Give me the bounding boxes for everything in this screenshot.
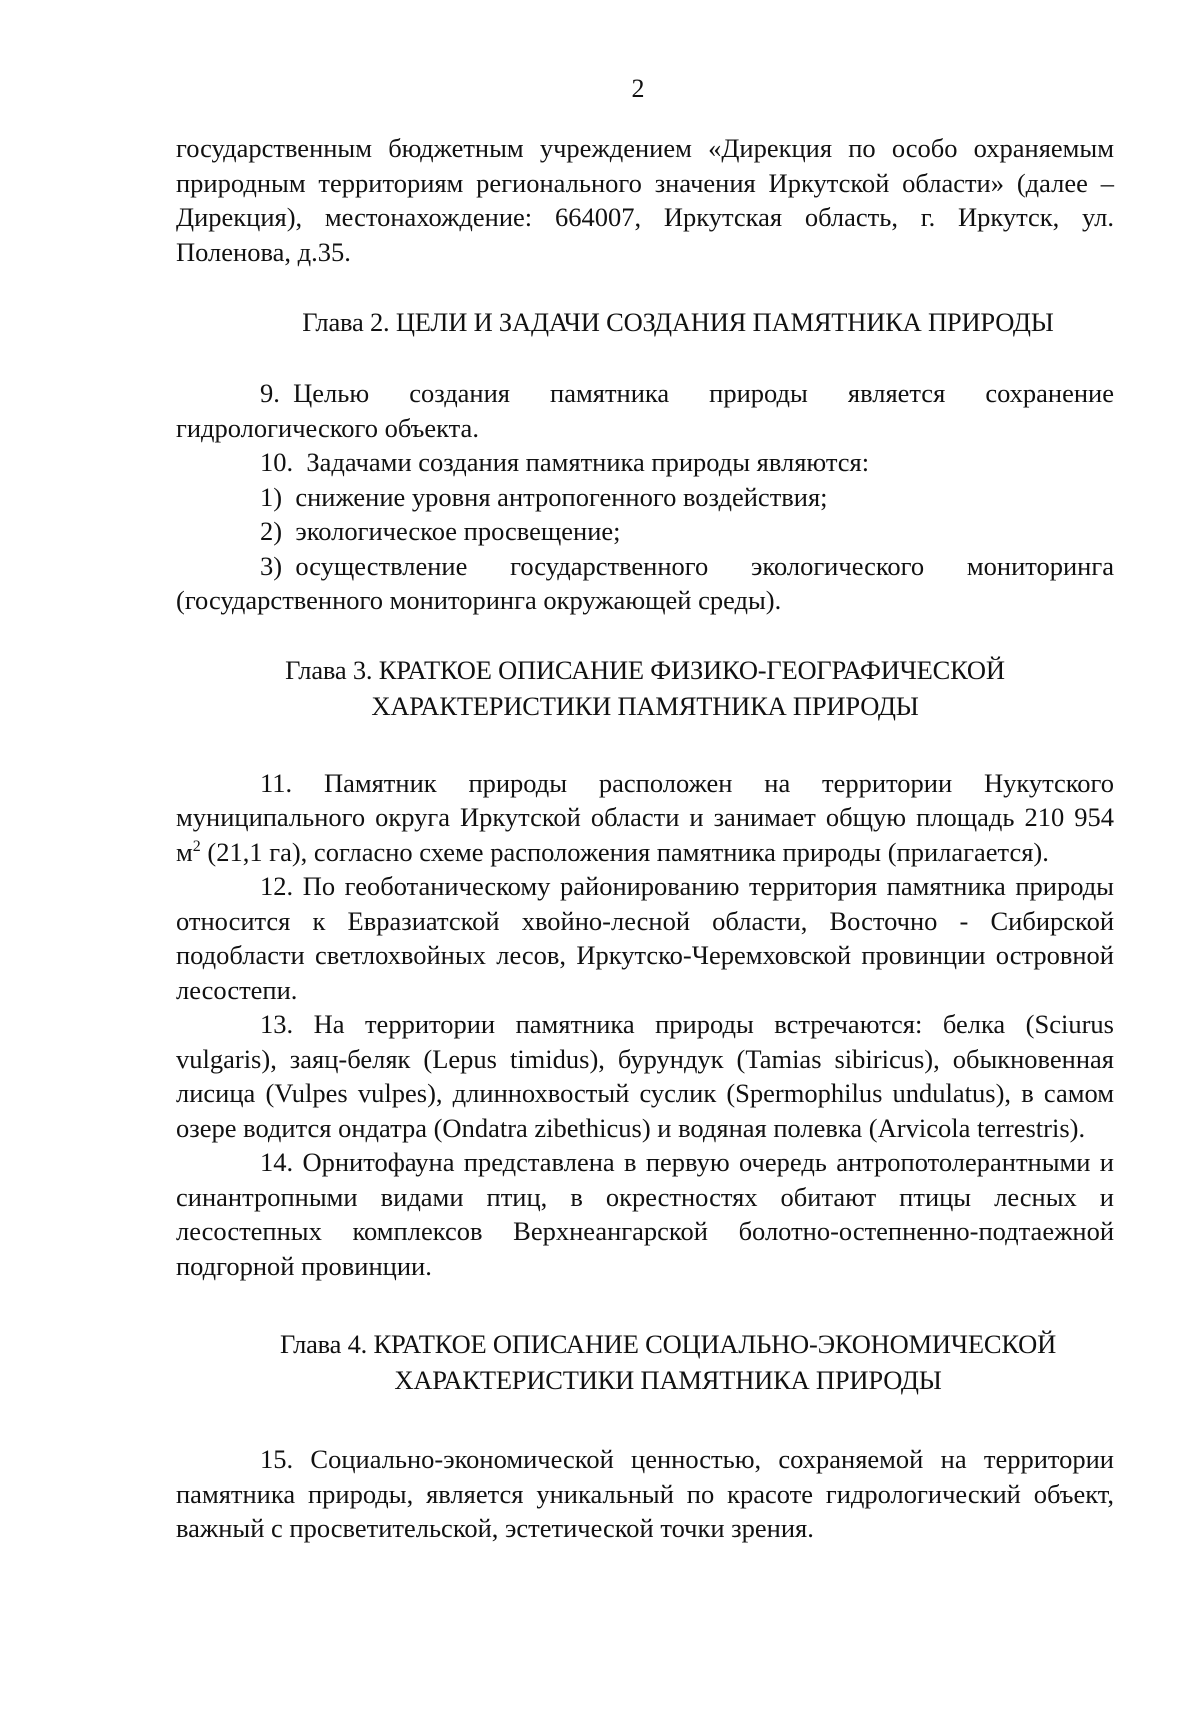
chapter-4-heading-line-2: ХАРАКТЕРИСТИКИ ПАМЯТНИКА ПРИРОДЫ [394,1365,942,1395]
paragraph-11-text-end: (21,1 га), согласно схеме расположения памятника природы (прилагается). [200,836,1049,867]
paragraph-11 [176,766,1114,870]
document-body [176,131,1114,1546]
paragraph-11-text-start: 11. Памятник природы расположен на территории Нукутского муниципального округа Иркутской области и занимает общую площадь 210 954 м [176,767,1114,867]
paragraph-13: 13. На территории памятника природы встречаются: белка (Sciurus vulgaris), заяц-беляк (Lepus timidus), бурундук (Tamias sibiricus), обыкновенная лисица (Vulpes vulpes), длиннохвостый суслик (Spermophilus undulatus), в самом озере водится ондатра (Ondatra zibethicus) и водяная полевка (Arvicola terrestris). [176,1009,1114,1143]
paragraph-15: 15. Социально-экономической ценностью, сохраняемой на территории памятника природы, является уникальный по красоте гидрологический объект, важный с просветительской, эстетической точки зрения. [176,1444,1114,1543]
page-number: 2 [631,74,645,103]
list-item-3: 3) осуществление государственного экологического мониторинга (государственного мониторинга окружающей среды). [176,550,1114,615]
chapter-3-heading [176,652,1114,724]
chapter-4-heading [176,1326,1114,1398]
chapter-3-heading-line-1: Глава 3. КРАТКОЕ ОПИСАНИЕ ФИЗИКО-ГЕОГРАФИЧЕСКОЙ [285,654,1005,685]
chapter-4-heading-line-1: Глава 4. КРАТКОЕ ОПИСАНИЕ СОЦИАЛЬНО-ЭКОНОМИЧЕСКОЙ [279,1329,1057,1359]
paragraph-12: 12. По геоботаническому районированию территория памятника природы относится к Евразиатской хвойно-лесной области, Восточно - Сибирской подобласти светлохвойных лесов, Иркутско-Черемховской провинции островной лесостепи. [176,871,1114,1005]
intro-paragraph: государственным бюджетным учреждением «Дирекция по особо охраняемым природным территориям регионального значения Иркутской области» (далее – Дирекция), местонахождение: 664007, Иркутская область, г. Иркутск, ул. Поленова, д.35. [176,133,1114,267]
paragraph-14: 14. Орнитофауна представлена в первую очередь антропотолерантными и синантропными видами птиц, в окрестностях обитают птицы лесных и лесостепных комплексов Верхнеангарской болотно-остепненно-подтаежной подгорной провинции. [176,1147,1114,1281]
area-unit-superscript: 2 [192,837,201,855]
paragraph-10: 10. Задачами создания памятника природы являются: [260,447,870,477]
list-item-2: 2) экологическое просвещение; [260,516,621,546]
chapter-2-heading: Глава 2. ЦЕЛИ И ЗАДАЧИ СОЗДАНИЯ ПАМЯТНИКА ПРИРОДЫ [302,307,1054,337]
list-item-1: 1) снижение уровня антропогенного воздействия; [260,481,828,512]
paragraph-9: 9. Целью создания памятника природы является сохранение гидрологического объекта. [176,378,1114,443]
chapter-3-heading-line-2: ХАРАКТЕРИСТИКИ ПАМЯТНИКА ПРИРОДЫ [371,690,919,721]
